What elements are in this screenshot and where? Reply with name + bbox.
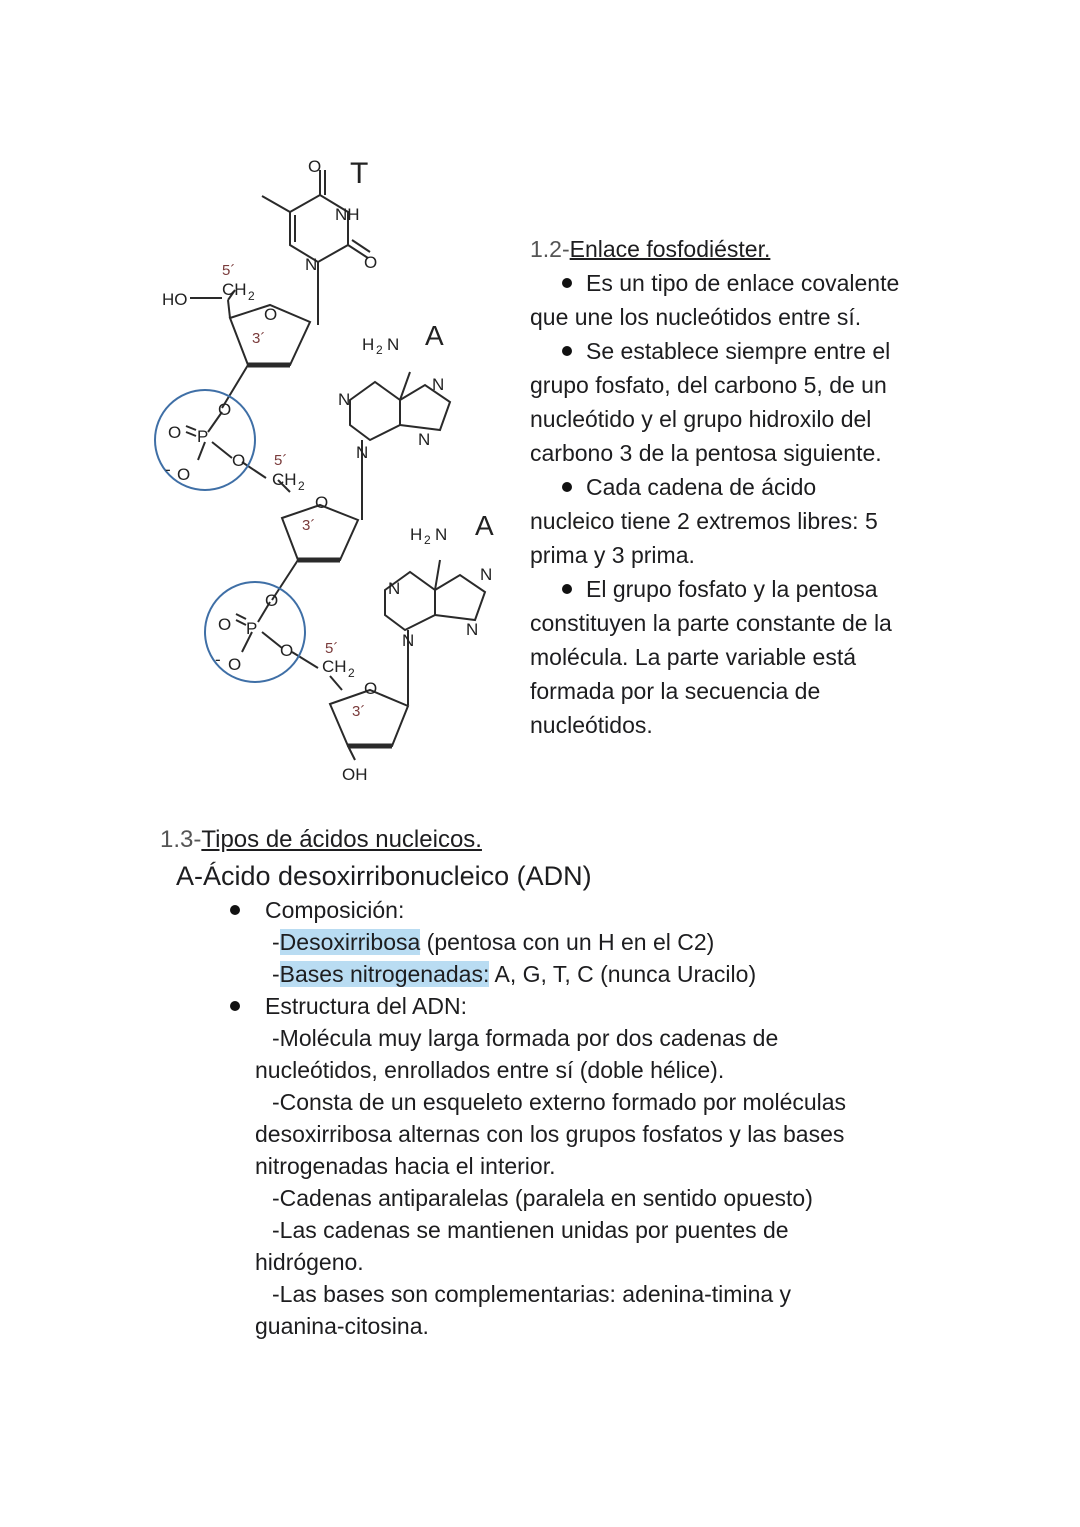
section-number: 1.2- bbox=[530, 236, 570, 262]
structure-line: hidrógeno. bbox=[255, 1249, 364, 1275]
highlight: Desoxirribosa bbox=[279, 929, 421, 955]
prime-label: 3´ bbox=[352, 703, 366, 720]
base-label-adenine: A bbox=[475, 510, 494, 541]
section-nucleic-acid-types bbox=[160, 822, 1040, 1342]
bullet-line: El grupo fosfato y la pentosa bbox=[530, 572, 970, 606]
section-number: 1.3- bbox=[160, 826, 202, 853]
atom-label: O bbox=[228, 655, 242, 674]
atom-label: P bbox=[246, 619, 258, 638]
atom-label: N bbox=[305, 255, 318, 274]
atom-label: O bbox=[308, 157, 322, 176]
structure-line: nitrogenadas hacia el interior. bbox=[255, 1153, 556, 1179]
section-title bbox=[160, 822, 1040, 858]
bullet-line: que une los nucleótidos entre sí. bbox=[530, 304, 862, 330]
atom-label: H bbox=[362, 335, 375, 354]
prime-label: 5´ bbox=[274, 452, 288, 469]
bullet-line: Cada cadena de ácido bbox=[530, 470, 970, 504]
section-phosphodiester bbox=[530, 232, 970, 742]
atom-label: N bbox=[338, 390, 351, 409]
atom-label: O bbox=[177, 465, 191, 484]
bullet-line: nucleótidos. bbox=[530, 712, 653, 738]
atom-label: O bbox=[315, 493, 329, 512]
structure-bullet bbox=[160, 990, 1040, 1022]
bullet-line: constituyen la parte constante de la bbox=[530, 610, 892, 636]
atom-label: H bbox=[410, 525, 423, 544]
subscript: 2 bbox=[348, 666, 355, 680]
composition-line: -Desoxirribosa (pentosa con un H en el C2) bbox=[272, 929, 715, 955]
structure-line: -Las bases son complementarias: adenina-timina y bbox=[272, 1281, 792, 1307]
atom-label: O bbox=[264, 305, 278, 324]
atom-label: N bbox=[356, 443, 369, 462]
prime-label: 5´ bbox=[325, 640, 339, 657]
atom-label: - bbox=[215, 650, 221, 669]
nucleotide-chain-diagram bbox=[0, 0, 520, 820]
highlight: Bases nitrogenadas: bbox=[279, 961, 490, 987]
section-title-text: Enlace fosfodiéster. bbox=[569, 236, 771, 262]
bullet-line: formada por la secuencia de bbox=[530, 678, 821, 704]
bullet-line: Es un tipo de enlace covalente bbox=[530, 266, 970, 300]
structure-line: -Las cadenas se mantienen unidas por puentes de bbox=[272, 1217, 789, 1243]
structure-label: Estructura del ADN: bbox=[265, 993, 467, 1019]
atom-label: N bbox=[466, 620, 479, 639]
prime-label: 3´ bbox=[252, 330, 266, 347]
atom-label: O bbox=[364, 679, 378, 698]
subscript: 2 bbox=[376, 343, 383, 357]
atom-label: CH bbox=[322, 657, 347, 676]
composition-line: -Bases nitrogenadas: A, G, T, C (nunca Uracilo) bbox=[272, 961, 757, 987]
prime-label: 5´ bbox=[222, 262, 236, 279]
structure-line: -Consta de un esqueleto externo formado por moléculas bbox=[272, 1089, 847, 1115]
atom-label: N bbox=[480, 565, 493, 584]
subscript: 2 bbox=[298, 479, 305, 493]
composition-label: Composición: bbox=[265, 897, 405, 923]
bullet-line: Se establece siempre entre el bbox=[530, 334, 970, 368]
bullet-dot bbox=[562, 278, 572, 288]
structure-line: nucleótidos, enrollados entre sí (doble hélice). bbox=[255, 1057, 725, 1083]
structure-line: -Cadenas antiparalelas (paralela en sentido opuesto) bbox=[272, 1185, 813, 1211]
bullet-line: carbono 3 de la pentosa siguiente. bbox=[530, 440, 882, 466]
atom-label: O bbox=[364, 253, 378, 272]
bullet-dot bbox=[562, 584, 572, 594]
subscript: 2 bbox=[248, 289, 255, 303]
bullet-line: grupo fosfato, del carbono 5, de un bbox=[530, 372, 887, 398]
bullet-dot bbox=[562, 482, 572, 492]
atom-label: N bbox=[418, 430, 431, 449]
structure-line: -Molécula muy larga formada por dos cadenas de bbox=[272, 1025, 779, 1051]
bullet-dot bbox=[230, 905, 240, 915]
bullet-line: nucleico tiene 2 extremos libres: 5 bbox=[530, 508, 878, 534]
prime-label: 3´ bbox=[302, 517, 316, 534]
atom-label: N bbox=[402, 631, 415, 650]
atom-label: N bbox=[388, 579, 401, 598]
structure-line: desoxirribosa alternas con los grupos fosfatos y las bases bbox=[255, 1121, 845, 1147]
bullet-line: prima y 3 prima. bbox=[530, 542, 695, 568]
base-label-thymine: T bbox=[350, 157, 369, 190]
structure-line: guanina-citosina. bbox=[255, 1313, 429, 1339]
atom-label: - bbox=[165, 460, 171, 479]
bullet-dot bbox=[230, 1001, 240, 1011]
atom-label: NH bbox=[335, 205, 360, 224]
atom-label: O bbox=[218, 615, 232, 634]
atom-label: HO bbox=[162, 290, 188, 309]
atom-label: O bbox=[218, 400, 232, 419]
bullet-line: nucleótido y el grupo hidroxilo del bbox=[530, 406, 872, 432]
section-title bbox=[530, 232, 970, 266]
atom-label: O bbox=[280, 641, 294, 660]
atom-label: P bbox=[197, 427, 209, 446]
atom-label: CH bbox=[272, 470, 297, 489]
subheading-adn: A-Ácido desoxirribonucleico (ADN) bbox=[176, 861, 592, 891]
atom-label: O bbox=[265, 591, 279, 610]
atom-label: O bbox=[232, 451, 246, 470]
section-title-text: Tipos de ácidos nucleicos. bbox=[201, 826, 482, 853]
base-label-adenine: A bbox=[425, 320, 444, 351]
atom-label: N bbox=[387, 335, 400, 354]
atom-label: N bbox=[435, 525, 448, 544]
bullet-line: molécula. La parte variable está bbox=[530, 644, 857, 670]
atom-label: N bbox=[432, 375, 445, 394]
atom-label: O bbox=[168, 423, 182, 442]
atom-label: CH bbox=[222, 280, 247, 299]
bullet-dot bbox=[562, 346, 572, 356]
subscript: 2 bbox=[424, 533, 431, 547]
composition-bullet bbox=[160, 894, 1040, 926]
atom-label: OH bbox=[342, 765, 368, 784]
